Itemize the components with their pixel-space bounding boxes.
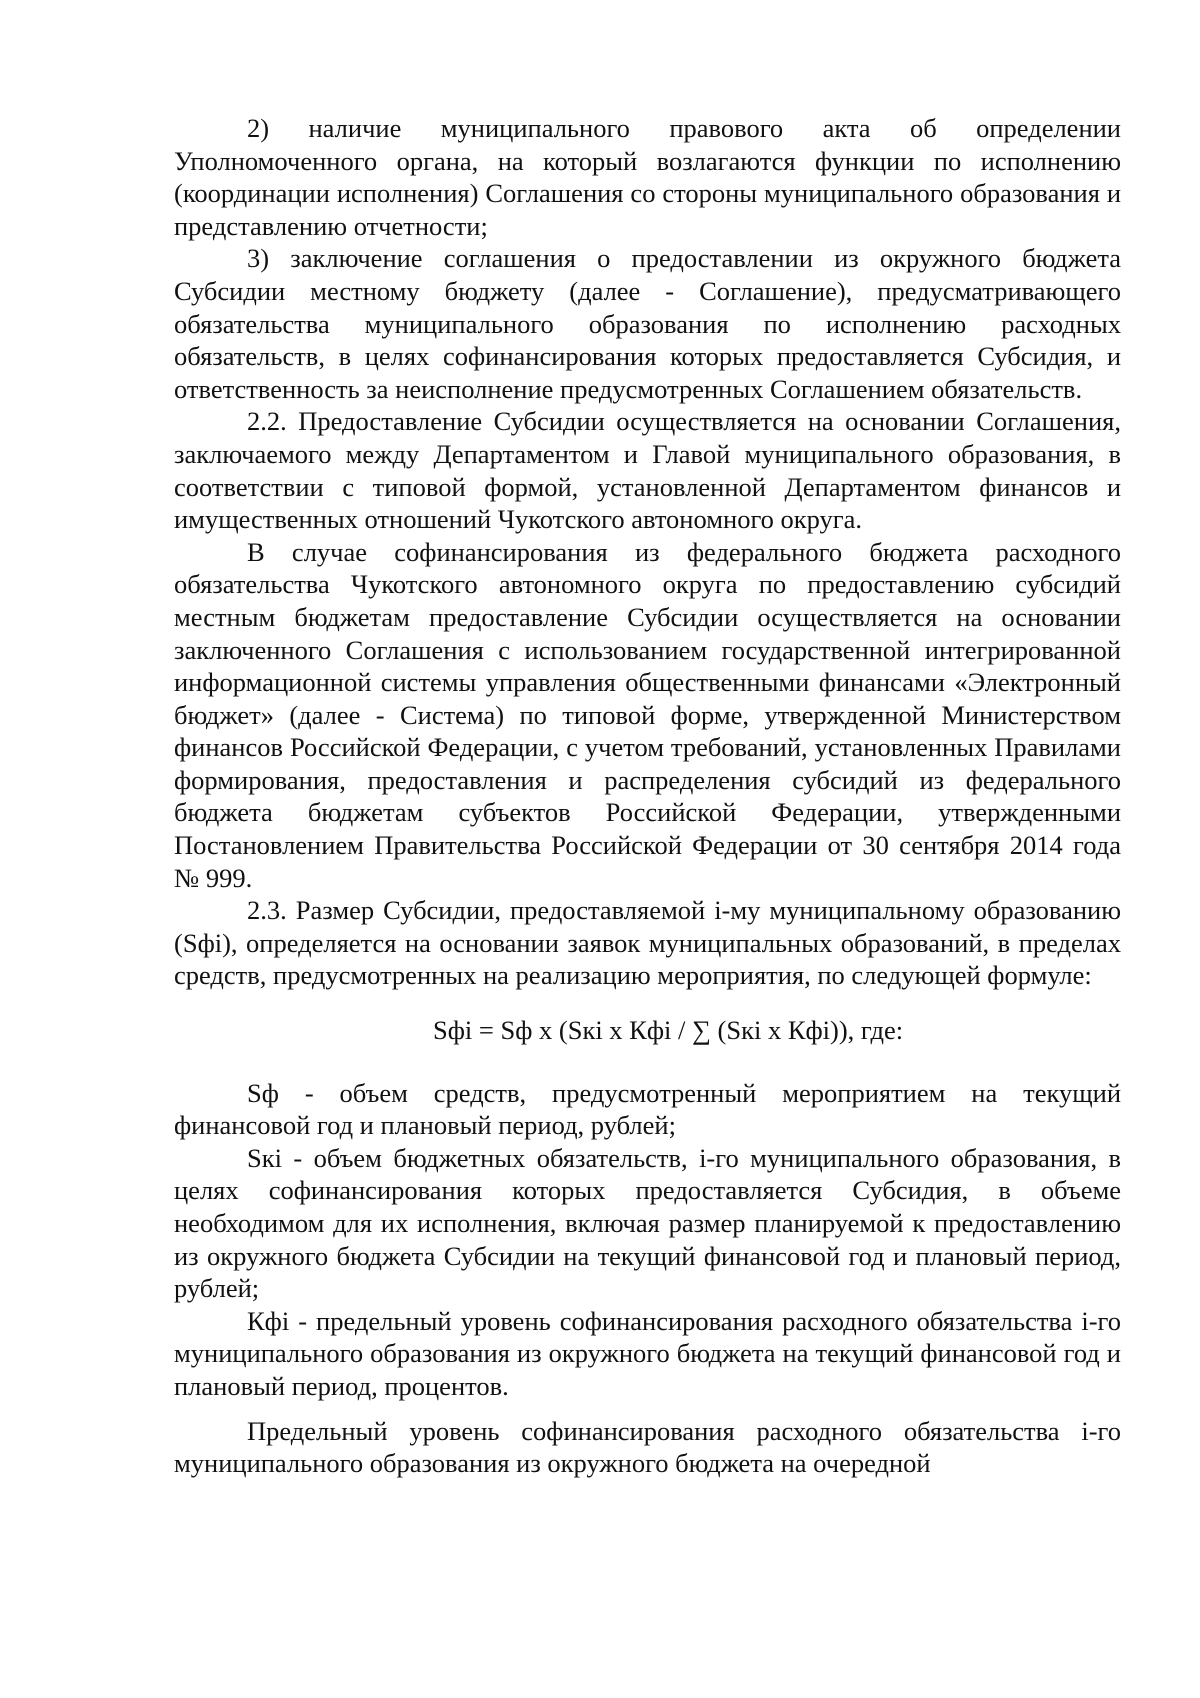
document-body	[174, 112, 1121, 1480]
paragraph-federal-cofinancing: В случае софинансирования из федерального бюджета расходного обязательства Чукотского автономного округа по предоставлению субсидий местным бюджетам предоставление Субсидии осуществляется на основании заключенного Соглашения с использованием государственной интегрированной информационной системы управления общественными финансами «Электронный бюджет» (далее - Система) по типовой форме, утвержденной Министерством финансов Российской Федерации, с учетом требований, установленных Правилами формирования, предоставления и распределения субсидий из федерального бюджета бюджетам субъектов Российской Федерации, утвержденными Постановлением Правительства Российской Федерации от 30 сентября 2014 года № 999.	[174, 536, 1121, 893]
paragraph-2-2: 2.2. Предоставление Субсидии осуществляется на основании Соглашения, заключаемого между Департаментом и Главой муниципального образования, в соответствии с типовой формой, установленной Департаментом финансов и имущественных отношений Чукотского автономного округа.	[174, 406, 1121, 535]
paragraph-2-3: 2.3. Размер Субсидии, предоставляемой i-му муниципальному образованию (Sфi), определяется на основании заявок муниципальных образований, в пределах средств, предусмотренных на реализацию мероприятия, по следующей формуле:	[174, 895, 1121, 991]
subsidy-formula: Sфi = Sф x (Sкi x Кфi / ∑ (Sкi x Кфi)), где:	[433, 1015, 904, 1046]
paragraph-item-3: 3) заключение соглашения о предоставлении из окружного бюджета Субсидии местному бюджету (далее - Соглашение), предусматривающего обязательства муниципального образования по исполнению расходных обязательств, в целях софинансирования которых предоставляется Субсидия, и ответственность за неисполнение предусмотренных Соглашением обязательств.	[174, 243, 1121, 404]
paragraph-cofinancing-limit: Предельный уровень софинансирования расходного обязательства i-го муниципального образования из окружного бюджета на очередной	[174, 1415, 1121, 1479]
definition-kfi: Кфi - предельный уровень софинансирования расходного обязательства i-го муниципального образования из окружного бюджета на текущий финансовой год и плановый период, процентов.	[174, 1305, 1121, 1401]
definition-ski: Sкi - объем бюджетных обязательств, i-го муниципального образования, в целях софинансирования которых предоставляется Субсидия, в объеме необходимом для их исполнения, включая размер планируемой к предоставлению из окружного бюджета Субсидии на текущий финансовой год и плановый период, рублей;	[174, 1142, 1121, 1304]
definition-sf: Sф - объем средств, предусмотренный мероприятием на текущий финансовой год и плановый период, рублей;	[174, 1077, 1121, 1141]
paragraph-item-2: 2) наличие муниципального правового акта об определении Уполномоченного органа, на который возлагаются функции по исполнению (координации исполнения) Соглашения со стороны муниципального образования и представлению отчетности;	[174, 113, 1121, 241]
